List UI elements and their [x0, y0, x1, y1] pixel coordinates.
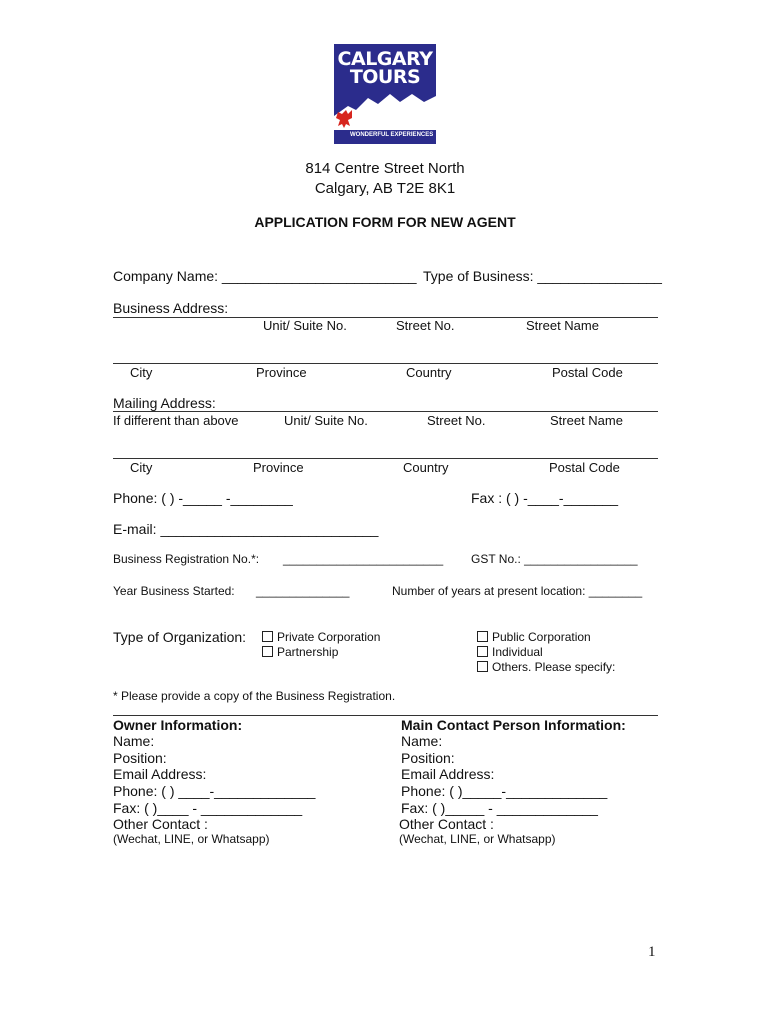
contact-phone-field[interactable]: Phone: ( )_____-_____________ [401, 783, 608, 799]
contact-name-field[interactable]: Name: [401, 733, 443, 749]
owner-email-field[interactable]: Email Address: [113, 766, 207, 782]
mailing-postal-label: Postal Code [549, 460, 620, 475]
registration-note: * Please provide a copy of the Business Registration. [113, 689, 396, 703]
postal-label: Postal Code [552, 365, 623, 380]
option-label: Partnership [277, 645, 339, 659]
logo-tagline: WONDERFUL EXPERIENCES [350, 132, 434, 138]
organization-label: Type of Organization: [113, 629, 247, 645]
checkbox-icon[interactable] [262, 631, 273, 642]
fax-field[interactable]: Fax : ( ) -____-_______ [471, 490, 619, 506]
mailing-address-line2[interactable] [113, 458, 658, 459]
owner-position-field[interactable]: Position: [113, 750, 167, 766]
address-line-2: Calgary, AB T2E 8K1 [314, 180, 456, 197]
gst-field[interactable]: GST No.: _________________ [471, 552, 638, 566]
phone-field[interactable]: Phone: ( ) -_____ -________ [113, 490, 293, 506]
unit-label: Unit/ Suite No. [263, 318, 347, 333]
option-public-corporation[interactable] [477, 630, 591, 644]
street-name-label: Street Name [526, 318, 599, 333]
year-started-field[interactable]: ______________ [256, 584, 350, 598]
option-label: Public Corporation [492, 630, 591, 644]
mailing-address-line1[interactable] [113, 411, 658, 412]
owner-title: Owner Information: [113, 717, 243, 733]
province-label: Province [256, 365, 307, 380]
option-partnership[interactable] [262, 645, 338, 659]
maple-leaf-icon [336, 110, 352, 128]
contact-email-field[interactable]: Email Address: [401, 766, 495, 782]
owner-other-note: (Wechat, LINE, or Whatsapp) [113, 832, 270, 846]
logo-line1: CALGARY [337, 48, 433, 70]
page-number: 1 [648, 944, 656, 960]
registration-field[interactable]: ________________________ [283, 552, 444, 566]
contact-other-note: (Wechat, LINE, or Whatsapp) [399, 832, 556, 846]
company-name-field[interactable]: Company Name: _________________________ [113, 268, 417, 284]
option-label: Individual [492, 645, 543, 659]
business-address-line2[interactable] [113, 363, 658, 364]
checkbox-icon[interactable] [477, 631, 488, 642]
mailing-unit-label: Unit/ Suite No. [284, 413, 368, 428]
form-title: APPLICATION FORM FOR NEW AGENT [254, 214, 516, 230]
contact-fax-field[interactable]: Fax: ( )_____ - _____________ [401, 800, 598, 816]
business-address-label: Business Address: [113, 300, 229, 316]
checkbox-icon[interactable] [477, 661, 488, 672]
mailing-city-label: City [130, 460, 153, 475]
address-line-1: 814 Centre Street North [305, 160, 465, 177]
company-logo [334, 44, 436, 144]
checkbox-icon[interactable] [477, 646, 488, 657]
option-others[interactable] [477, 660, 615, 674]
owner-other-contact-field[interactable]: Other Contact : [113, 816, 208, 832]
option-private-corporation[interactable] [262, 630, 380, 644]
contact-other-contact-field[interactable]: Other Contact : [399, 816, 494, 832]
option-label: Others. Please specify: [492, 660, 616, 674]
mailing-street-no-label: Street No. [427, 413, 486, 428]
checkbox-icon[interactable] [262, 646, 273, 657]
email-field[interactable]: E-mail: ____________________________ [113, 521, 379, 537]
year-started-label: Year Business Started: [113, 584, 235, 598]
mailing-street-name-label: Street Name [550, 413, 623, 428]
mailing-country-label: Country [403, 460, 449, 475]
mailing-note: If different than above [113, 413, 239, 428]
years-location-field[interactable]: Number of years at present location: ________ [392, 584, 643, 598]
street-no-label: Street No. [396, 318, 455, 333]
owner-fax-field[interactable]: Fax: ( )____ - _____________ [113, 800, 303, 816]
mailing-province-label: Province [253, 460, 304, 475]
mailing-address-label: Mailing Address: [113, 395, 216, 411]
registration-label: Business Registration No.*: [113, 552, 260, 566]
mountain-graphic [334, 44, 436, 144]
city-label: City [130, 365, 153, 380]
logo-line2: TOURS [349, 66, 421, 88]
owner-phone-field[interactable]: Phone: ( ) ____-_____________ [113, 783, 316, 799]
contact-title: Main Contact Person Information: [401, 717, 626, 733]
type-of-business-field[interactable]: Type of Business: ________________ [423, 268, 662, 284]
option-label: Private Corporation [277, 630, 381, 644]
contact-position-field[interactable]: Position: [401, 750, 455, 766]
option-individual[interactable] [477, 645, 543, 659]
section-divider [113, 715, 658, 716]
country-label: Country [406, 365, 452, 380]
owner-name-field[interactable]: Name: [113, 733, 155, 749]
